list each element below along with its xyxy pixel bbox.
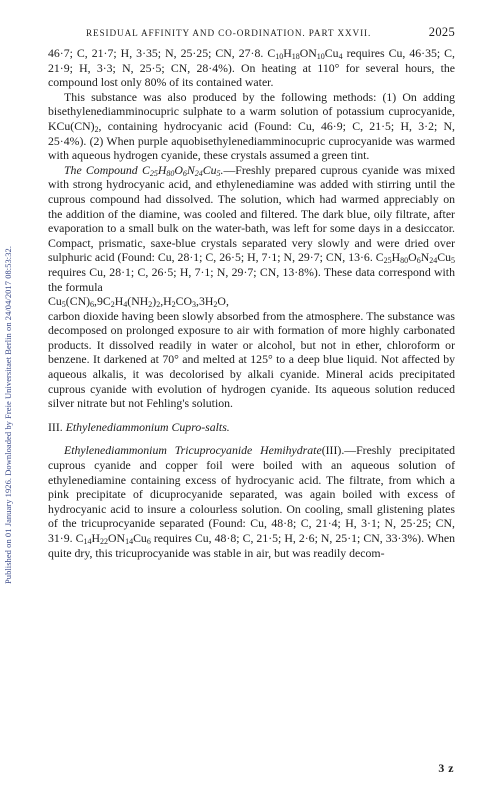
paragraph-alternative-methods: This substance was also produced by the following methods: (1) On adding bisethylenediamminocupric sulphate to a warm solution of potassium cuprocyanide, $KCu(CN)_2$, containing hydrocyanic acid (Found: Cu, 46·9; C, 21·5; H, 3·2; N, 25·4%). (2) When purple aquobisethylenediamminocupric cuprocyanide was warmed with aqueous hydrogen cyanide, these crystals assumed a green tint. [48,89,455,163]
page-number: 2025 [428,25,455,39]
paragraph-properties: carbon dioxide having been slowly absorbed from the atmosphere. The substance was decomposed on prolonged exposure to air with formation of more highly carbonated products. It dissolved readily in water or alcohol, but not in ether, chloroform or benzene. It darkened at 70° and melted at 125° to a deep blue liquid. Not affected by aqueous alkalis, it was decolorised by alkali cyanide. Mineral acids precipitated cuprous cyanide with evolution of hydrogen cyanide. Its aqueous solution reduced silver nitrate but not Fehling's solution. [48,308,455,411]
compound-formula: $Cu_5(CN)_6,9C_2H_4(NH_2)_2,H_2CO_3,3H_2O$, [48,294,229,310]
article-body [48,46,455,560]
signature-mark: 3 z [438,761,454,775]
paragraph-tricuprocyanide [48,443,455,560]
download-watermark [1,65,15,765]
section-title: Ethylenediammonium Cupro-salts. [65,419,230,434]
running-title: RESIDUAL AFFINITY AND CO-ORDINATION. PART XXVII. [86,28,372,38]
tricuprocyanide-heading: Ethylenediammonium Tricuprocyanide Hemihydrate [64,443,322,458]
paragraph-compound [48,163,455,294]
tricuprocyanide-description: (III).—Freshly precipitated cuprous cyanide and copper foil were boiled with an aqueous solution of ethylenediamine containing excess of hydrocyanic acid. The filtrate, from which a pink precipitate of dicuprocyanide separated, was again boiled with excess of hydrocyanic acid to insure a colourless solution. On cooling, small glistening plates of the tricuprocyanide separated (Found: Cu, 48·8; C, 21·4; H, 3·1; N, 25·25; CN, 31·9. $C_{14}H_{22}ON_{14}Cu_6$ requires Cu, 48·8; C, 21·5; H, 2·6; N, 25·1; CN, 33·3%). When quite dry, this tricuprocyanide was stable in air, but was readily decom- [48,443,456,560]
section-heading [48,420,455,435]
paragraph-analysis-continued: 46·7; C, 21·7; H, 3·35; N, 25·25; CN, 27·8. $C_{10}H_{18}ON_{10}Cu_4$ requires Cu, 46·35; C, 21·9; H, 3·3; N, 25·5; CN, 28·4%). On heating at 110° for several hours, the compound lost only 80% of its contained water. [48,46,455,90]
compound-heading: The Compound $C_{25}H_{80}O_6N_{24}Cu_5$. [64,162,224,178]
page-header [48,26,455,40]
download-notice: Published on 01 January 1926. Downloaded by Freie Universitaet Berlin on 24/04/2017 08:53:32. [3,246,13,584]
section-numeral: III. [48,419,63,434]
compound-description: —Freshly prepared cuprous cyanide was mixed with strong hydrocyanic acid, and ethylenediamine was added with stirring until the cuprous compound had dissolved. The solution, which had warmed appreciably on the addition of the diamine, was cooled and filtered. The dark blue, oily filtrate, after evaporation to a small bulk on the water-bath, was left for some days in a desiccator. Compact, prismatic, saxe-blue crystals separated very slowly and were dried over sulphuric acid (Found: Cu, 28·1; C, 26·5; H, 7·1; N, 29·7; CN, 13·6. $C_{25}H_{80}O_6N_{24}Cu_5$ requires Cu, 28·1; C, 26·5; H, 7·1; N, 29·7; CN, 13·8%). These data correspond with the formula [48,162,455,294]
